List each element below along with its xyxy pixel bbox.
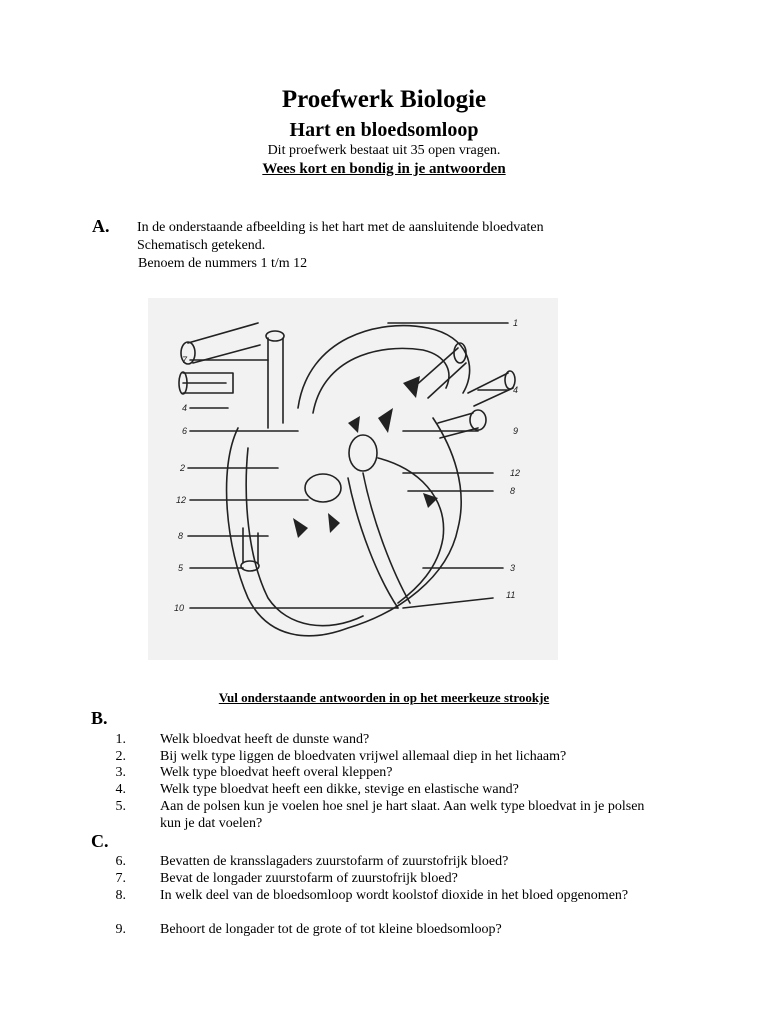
section-c-letter: C. [91, 831, 109, 851]
question-number: 6. [115, 854, 126, 869]
fig-label-right-4: 12 [510, 468, 521, 478]
question-text: Aan de polsen kun je voelen hoe snel je hart slaat. Aan welk type bloedvat in je polsen kun je dat voelen? [160, 799, 645, 831]
question-text: In welk deel van de bloedsomloop wordt koolstof dioxide in het bloed opgenomen? [160, 888, 629, 903]
fig-label-left-6: 8 [178, 531, 184, 541]
heart-diagram [148, 298, 558, 660]
instruction-text: Wees kort en bondig in je antwoorden [262, 161, 506, 177]
fig-label-right-1: 1 [513, 318, 519, 328]
question-text: Bevat de longader zuurstofarm of zuurstofrijk bloed? [160, 871, 458, 886]
question-number: 5. [115, 799, 126, 814]
section-a-line-2: Schematisch getekend. [137, 238, 266, 253]
question-number: 8. [115, 888, 126, 903]
section-a-line-1: In de onderstaande afbeelding is het hart met de aansluitende bloedvaten [137, 220, 544, 235]
question-number: 2. [115, 749, 126, 764]
section-a-letter: A. [92, 216, 110, 236]
fig-label-right-7: 11 [506, 590, 516, 600]
section-b-letter: B. [91, 708, 108, 728]
intro-text: Dit proefwerk bestaat uit 35 open vragen. [267, 143, 501, 158]
question-text: Bevatten de kransslagaders zuurstofarm of zuurstofrijk bloed? [160, 854, 509, 869]
question-text: Bij welk type liggen de bloedvaten vrijwel allemaal diep in het lichaam? [160, 749, 567, 764]
question-number: 1. [115, 732, 126, 747]
fig-label-left-5: 12 [176, 495, 187, 505]
heart-diagram-svg [148, 298, 558, 660]
fig-label-left-4: 2 [180, 463, 186, 473]
question-text: Welk type bloedvat heeft een dikke, stevige en elastische wand? [160, 782, 519, 797]
fig-label-left-7: 5 [178, 563, 184, 573]
question-number: 4. [115, 782, 126, 797]
fig-label-right-6: 3 [510, 563, 516, 573]
fig-label-left-3: 6 [182, 426, 188, 436]
fig-label-left-2: 4 [182, 403, 188, 413]
page-subtitle: Hart en bloedsomloop [289, 119, 479, 141]
multiple-choice-heading: Vul onderstaande antwoorden in op het meerkeuze strookje [218, 690, 550, 705]
fig-label-left-1: 7 [182, 355, 188, 365]
page-title: Proefwerk Biologie [281, 86, 487, 113]
fig-label-right-5: 8 [510, 486, 516, 496]
fig-label-right-3: 9 [513, 426, 519, 436]
question-number: 3. [115, 765, 126, 780]
question-text: Behoort de longader tot de grote of tot kleine bloedsomloop? [160, 922, 502, 937]
section-a-line-3: Benoem de nummers 1 t/m 12 [138, 256, 308, 271]
question-text: Welk bloedvat heeft de dunste wand? [160, 732, 370, 747]
fig-label-left-8: 10 [174, 603, 185, 613]
fig-label-right-2: 4 [513, 385, 519, 395]
question-number: 9. [115, 922, 126, 937]
question-text: Welk type bloedvat heeft overal kleppen? [160, 765, 393, 780]
question-number: 7. [115, 871, 126, 886]
